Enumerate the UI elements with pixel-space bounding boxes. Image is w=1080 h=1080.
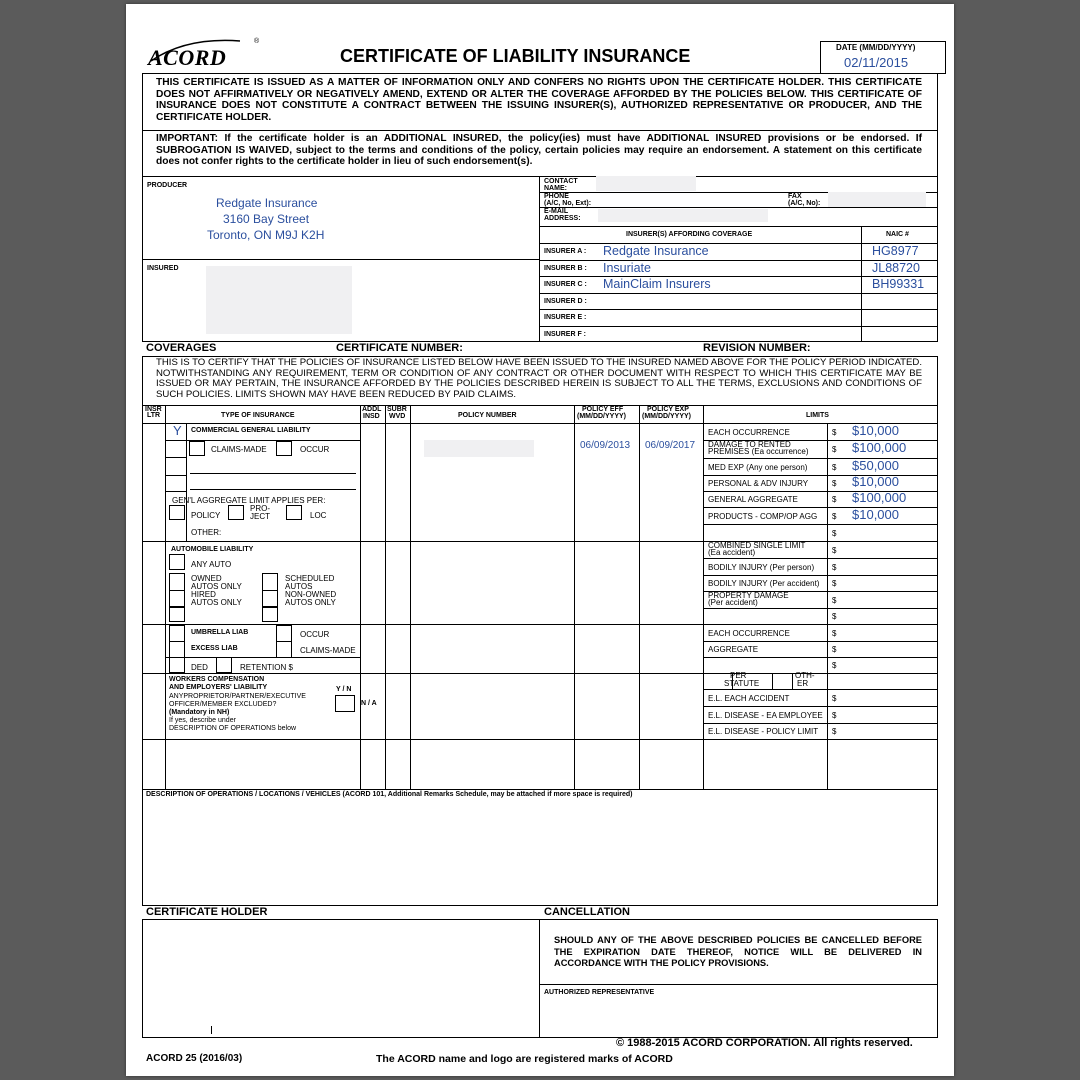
limit-label: GENERAL AGGREGATE: [708, 495, 798, 504]
limit-dollar-sign: $: [832, 479, 837, 488]
occur-checkbox[interactable]: [276, 441, 292, 456]
phone-label-2: (A/C, No, Ext):: [544, 200, 592, 207]
limit-dollar-sign: $: [832, 629, 837, 638]
holder-label: CERTIFICATE HOLDER: [146, 906, 268, 918]
fax-label-1: FAX: [788, 193, 802, 200]
limit-row-divider: [703, 608, 938, 609]
description-label: DESCRIPTION OF OPERATIONS / LOCATIONS / VEHICLES (ACORD 101, Additional Remarks Schedule, may be attached if more space is required): [146, 791, 633, 798]
wc-line-5: DESCRIPTION OF OPERATIONS below: [169, 725, 297, 732]
umbrella-occur-label: OCCUR: [300, 630, 330, 639]
insurer-name[interactable]: MainClaim Insurers: [603, 277, 711, 291]
wc-yn: Y / N: [336, 686, 352, 693]
date-label: DATE (MM/DD/YYYY): [836, 43, 916, 52]
limit-value[interactable]: $10,000: [852, 474, 899, 489]
wc-line-4: If yes, describe under: [169, 717, 236, 724]
producer-street[interactable]: 3160 Bay Street: [223, 212, 310, 226]
logo-registered-mark: ®: [254, 38, 260, 45]
scheduled-autos-label-1: SCHEDULED: [285, 574, 335, 583]
agg-project-label-2: JECT: [250, 512, 270, 521]
claims-made-label: CLAIMS-MADE: [211, 445, 267, 454]
agg-project-label-1: PRO-: [250, 504, 270, 513]
nonowned-autos-label-2: AUTOS ONLY: [285, 598, 336, 607]
limit-dollar-sign: $: [832, 596, 837, 605]
contact-name-redacted: [596, 176, 696, 191]
umbrella-occur-checkbox[interactable]: [276, 625, 292, 642]
owned-autos-label-2: AUTOS ONLY: [191, 582, 242, 591]
limit-value[interactable]: $100,000: [852, 440, 907, 455]
producer-city[interactable]: Toronto, ON M9J K2H: [207, 228, 325, 242]
limit-label-2: PREMISES (Ea occurrence): [708, 447, 809, 456]
col-subr-1: SUBR: [387, 406, 407, 413]
limit-dollar-sign: $: [832, 645, 837, 654]
col-insr-2: LTR: [147, 412, 161, 419]
ded-checkbox[interactable]: [169, 657, 185, 673]
col-addl-1: ADDL: [362, 406, 382, 413]
limit-label: DAMAGE TO RENTED: [708, 440, 791, 449]
insurer-row-divider: [539, 293, 938, 294]
limit-dollar-sign: $: [832, 579, 837, 588]
limit-value[interactable]: $100,000: [852, 490, 907, 505]
hired-autos-label-2: AUTOS ONLY: [191, 598, 242, 607]
umbrella-label: UMBRELLA LIAB: [191, 629, 249, 636]
limit-row-divider: [703, 558, 938, 559]
gl-insr-ltr[interactable]: Y: [173, 423, 182, 438]
limit-label: BODILY INJURY (Per person): [708, 563, 815, 572]
wc-excluded-checkbox[interactable]: [335, 695, 355, 712]
scheduled-autos-checkbox[interactable]: [262, 573, 278, 591]
agg-project-checkbox[interactable]: [228, 505, 244, 520]
revision-number-label: REVISION NUMBER:: [703, 342, 811, 354]
copyright: © 1988-2015 ACORD CORPORATION. All rights reserved.: [616, 1037, 913, 1049]
insurer-name[interactable]: Insuriate: [603, 261, 651, 275]
insurer-row-divider: [539, 309, 938, 310]
limit-dollar-sign: $: [832, 661, 837, 670]
oth-er-2: ER: [797, 679, 809, 688]
scheduled-autos-label-2: AUTOS: [285, 582, 313, 591]
limit-label: BODILY INJURY (Per accident): [708, 579, 820, 588]
col-subr-2: WVD: [389, 413, 406, 420]
acord-logo: [146, 38, 260, 70]
col-policy-number: POLICY NUMBER: [458, 412, 517, 419]
coverages-label: COVERAGES: [146, 342, 217, 354]
insurer-label: INSURER B :: [544, 265, 587, 272]
cancellation-label: CANCELLATION: [544, 906, 630, 918]
any-auto-label: ANY AUTO: [191, 560, 232, 569]
limit-label: AGGREGATE: [708, 645, 759, 654]
limit-row-divider: [703, 524, 938, 525]
retention-label: RETENTION $: [240, 663, 293, 672]
auto-blank-checkbox-1[interactable]: [169, 607, 185, 622]
limit-label: PROPERTY DAMAGE: [708, 591, 789, 600]
wc-line-2: OFFICER/MEMBER EXCLUDED?: [169, 701, 277, 708]
limit-label: MED EXP (Any one person): [708, 463, 808, 472]
col-exp-1: POLICY EXP: [647, 406, 689, 413]
col-addl-2: INSD: [363, 413, 380, 420]
insurer-naic[interactable]: BH99331: [872, 277, 925, 291]
logo-text: ACORD: [148, 45, 227, 70]
limit-dollar-sign: $: [832, 694, 837, 703]
limit-row-divider: [703, 575, 938, 576]
limit-label-2: (Per accident): [708, 598, 758, 607]
limit-dollar-sign: $: [832, 428, 837, 437]
limit-dollar-sign: $: [832, 529, 837, 538]
owned-autos-label-1: OWNED: [191, 574, 222, 583]
limit-label: PRODUCTS - COMP/OP AGG: [708, 512, 818, 521]
limit-label: COMBINED SINGLE LIMIT: [708, 541, 806, 550]
nonowned-autos-checkbox[interactable]: [262, 590, 278, 607]
coverage-table: [142, 356, 938, 906]
holder-box: [142, 919, 540, 1038]
insurer-naic[interactable]: HG8977: [872, 244, 919, 258]
insurers-header: INSURER(S) AFFORDING COVERAGE: [626, 231, 753, 238]
col-eff-1: POLICY EFF: [582, 406, 624, 413]
producer-name[interactable]: Redgate Insurance: [216, 196, 318, 210]
email-label-2: ADDRESS:: [544, 215, 581, 222]
insured-redacted: [206, 266, 352, 334]
limit-dollar-sign: $: [832, 612, 837, 621]
occur-label: OCCUR: [300, 445, 330, 454]
hired-autos-checkbox[interactable]: [169, 590, 185, 607]
limit-label-2: (Ea accident): [708, 548, 756, 557]
col-insr-1: INSR: [145, 406, 162, 413]
authorized-rep-label: AUTHORIZED REPRESENTATIVE: [544, 989, 655, 996]
limit-label: E.L. DISEASE - EA EMPLOYEE: [708, 711, 823, 720]
email-redacted: [598, 209, 768, 222]
auto-title: AUTOMOBILE LIABILITY: [171, 546, 254, 553]
contact-label-1: CONTACT: [544, 178, 578, 185]
per-statute-1: PER: [730, 671, 747, 680]
oth-er-1: OTH-: [795, 671, 815, 680]
gl-exp-date[interactable]: 06/09/2017: [645, 440, 696, 451]
hired-autos-label-1: HIRED: [191, 590, 216, 599]
col-exp-2: (MM/DD/YYYY): [642, 413, 691, 420]
limit-row-divider: [703, 641, 938, 642]
limit-dollar-sign: $: [832, 546, 837, 555]
fax-label-2: (A/C, No):: [788, 200, 821, 207]
limit-label: EACH OCCURRENCE: [708, 428, 790, 437]
auto-blank-checkbox-2[interactable]: [262, 607, 278, 622]
insured-label: INSURED: [147, 265, 179, 272]
limit-row-divider: [703, 657, 938, 658]
wc-line-1: ANYPROPRIETOR/PARTNER/EXECUTIVE: [169, 693, 306, 700]
agg-policy-checkbox[interactable]: [169, 505, 185, 520]
disclaimer-text: THIS CERTIFICATE IS ISSUED AS A MATTER OF INFORMATION ONLY AND CONFERS NO RIGHTS UPON THE CERTIFICATE HOLDER. THIS CERTIFICATE DOES NOT AFFIRMATIVELY OR NEGATIVELY AMEND, EXTEND OR ALTER THE COVERAGE AFFORDED BY THE POLICIES BELOW. THIS CERTIFICATE OF INSURANCE DOES NOT CONSTITUTE A CONTRACT BETWEEN THE ISSUING INSURER(S), AUTHORIZED REPRESENTATIVE OR PRODUCER, AND THE CERTIFICATE HOLDER.: [156, 77, 922, 123]
insurer-name[interactable]: Redgate Insurance: [603, 244, 709, 258]
limit-row-divider: [703, 507, 938, 508]
owned-autos-checkbox[interactable]: [169, 573, 185, 591]
form-number: ACORD 25 (2016/03): [146, 1053, 243, 1064]
nonowned-autos-label-1: NON-OWNED: [285, 590, 337, 599]
email-label-1: E-MAIL: [544, 208, 569, 215]
col-limits: LIMITS: [806, 412, 829, 419]
agg-loc-checkbox[interactable]: [286, 505, 302, 520]
limit-dollar-sign: $: [832, 711, 837, 720]
limit-dollar-sign: $: [832, 563, 837, 572]
registered-marks: The ACORD name and logo are registered marks of ACORD: [376, 1053, 673, 1065]
certificate-number-label: CERTIFICATE NUMBER:: [336, 342, 463, 354]
limit-dollar-sign: $: [832, 512, 837, 521]
wc-title-2: AND EMPLOYERS' LIABILITY: [169, 684, 268, 691]
insurer-naic[interactable]: JL88720: [872, 261, 920, 275]
date-value[interactable]: 02/11/2015: [844, 55, 909, 70]
agg-policy-label: POLICY: [191, 511, 221, 520]
insurer-label: INSURER D :: [544, 298, 587, 305]
limit-label: EACH OCCURRENCE: [708, 629, 790, 638]
umbrella-claims-made-checkbox[interactable]: [276, 641, 292, 658]
retention-checkbox[interactable]: [216, 657, 232, 673]
limit-dollar-sign: $: [832, 495, 837, 504]
phone-label-1: PHONE: [544, 193, 569, 200]
contact-label-2: NAME:: [544, 185, 567, 192]
per-statute-2: STATUTE: [724, 679, 760, 688]
fax-redacted: [828, 192, 926, 207]
insurer-label: INSURER C :: [544, 281, 587, 288]
insurer-label: INSURER E :: [544, 314, 587, 321]
naic-header: NAIC #: [886, 231, 909, 238]
gl-policy-number-redacted: [424, 440, 534, 457]
limit-row-divider: [703, 458, 938, 459]
umbrella-checkbox[interactable]: [169, 625, 185, 642]
limit-label: PERSONAL & ADV INJURY: [708, 479, 809, 488]
insurer-label: INSURER F :: [544, 331, 586, 338]
limit-label: E.L. EACH ACCIDENT: [708, 694, 790, 703]
insurer-label: INSURER A :: [544, 248, 587, 255]
limit-value[interactable]: $10,000: [852, 423, 899, 438]
gl-title: COMMERCIAL GENERAL LIABILITY: [191, 427, 311, 434]
ded-label: DED: [191, 663, 208, 672]
agg-loc-label: LOC: [310, 511, 327, 520]
certificate-page: [126, 4, 954, 1076]
producer-label: PRODUCER: [147, 182, 188, 189]
agg-other-label: OTHER:: [191, 528, 222, 537]
excess-label: EXCESS LIAB: [191, 645, 238, 652]
form-title: CERTIFICATE OF LIABILITY INSURANCE: [340, 46, 691, 66]
limit-row-divider: [703, 475, 938, 476]
claims-made-checkbox[interactable]: [189, 441, 205, 456]
insurer-row-divider: [539, 326, 938, 327]
limit-dollar-sign: $: [832, 463, 837, 472]
limit-value[interactable]: $10,000: [852, 507, 899, 522]
wc-line-3: (Mandatory in NH): [169, 709, 230, 716]
any-auto-checkbox[interactable]: [169, 554, 185, 570]
col-type: TYPE OF INSURANCE: [221, 412, 295, 419]
certify-text: THIS IS TO CERTIFY THAT THE POLICIES OF INSURANCE LISTED BELOW HAVE BEEN ISSUED TO THE INSURED NAMED ABOVE FOR THE POLICY PERIOD INDICATED. NOTWITHSTANDING ANY REQUIREMENT, TERM OR CONDITION OF ANY CONTRACT OR OTHER DOCUMENT WITH RESPECT TO WHICH THIS CERTIFICATE MAY BE ISSUED OR MAY PERTAIN, THE INSURANCE AFFORDED BY THE POLICIES DESCRIBED HEREIN IS SUBJECT TO ALL THE TERMS, EXCLUSIONS AND CONDITIONS OF SUCH POLICIES. LIMITS SHOWN MAY HAVE BEEN REDUCED BY PAID CLAIMS.: [156, 357, 922, 400]
limit-row-divider: [703, 723, 938, 724]
col-eff-2: (MM/DD/YYYY): [577, 413, 626, 420]
wc-title-1: WORKERS COMPENSATION: [169, 676, 265, 683]
important-text: IMPORTANT: If the certificate holder is an ADDITIONAL INSURED, the policy(ies) must have ADDITIONAL INSURED provisions or be endorsed. If SUBROGATION IS WAIVED, subject to the terms and conditions of the policy, certain policies may require an endorsement. A statement on this certificate does not confer rights to the certificate holder in lieu of such endorsement(s).: [156, 133, 922, 167]
gl-agg-applies: GEN'L AGGREGATE LIMIT APPLIES PER:: [172, 496, 326, 505]
umbrella-claims-made-label: CLAIMS-MADE: [300, 646, 356, 655]
gl-eff-date[interactable]: 06/09/2013: [580, 440, 631, 451]
limit-dollar-sign: $: [832, 727, 837, 736]
limit-dollar-sign: $: [832, 445, 837, 454]
cancellation-text: SHOULD ANY OF THE ABOVE DESCRIBED POLICIES BE CANCELLED BEFORE THE EXPIRATION DATE THEREOF, NOTICE WILL BE DELIVERED IN ACCORDANCE WITH THE POLICY PROVISIONS.: [554, 935, 922, 968]
limit-row-divider: [703, 706, 938, 707]
limit-value[interactable]: $50,000: [852, 458, 899, 473]
excess-checkbox[interactable]: [169, 641, 185, 658]
limit-label: E.L. DISEASE - POLICY LIMIT: [708, 727, 819, 736]
wc-na: N / A: [361, 700, 377, 707]
